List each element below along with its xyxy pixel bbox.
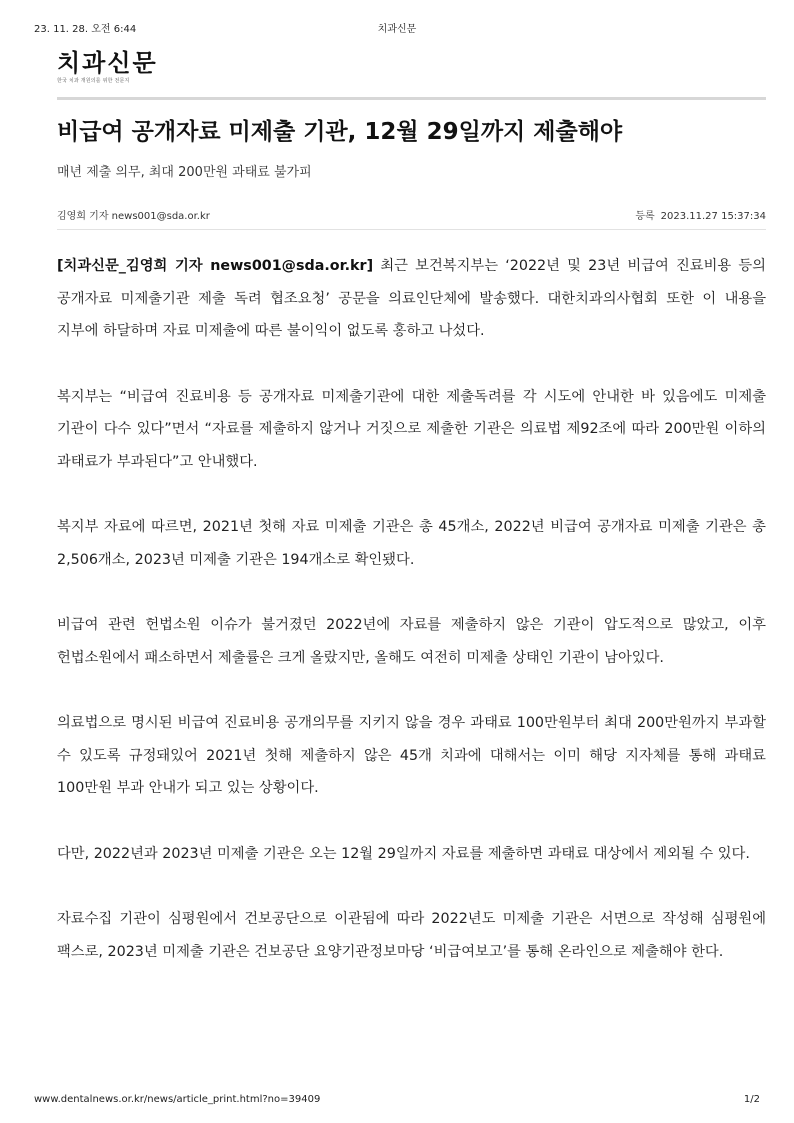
- article-paragraph: 비급여 관련 헌법소원 이슈가 불거졌던 2022년에 자료를 제출하지 않은 기관이 압도적으로 많았고, 이후 헌법소원에서 패소하면서 제출률은 크게 올랐지만, 올해도 여전히 미제출 상태인 기관이 남아있다.: [57, 617, 766, 666]
- print-url[interactable]: www.dentalnews.or.kr/news/article_print.html?no=39409: [34, 1094, 321, 1105]
- article-registered: [629, 207, 766, 222]
- logo-tagline: 한국 치과 개원의를 위한 전문지: [57, 78, 130, 84]
- print-footer: [34, 1094, 760, 1108]
- registered-date: 2023.11.27 15:37:34: [660, 211, 766, 222]
- article-paragraph: [57, 250, 766, 348]
- meta-divider: [57, 229, 766, 230]
- article-byline: 김영희 기자 news001@sda.or.kr: [57, 211, 210, 222]
- newspaper-logo[interactable]: [57, 50, 158, 84]
- article-body: [57, 250, 766, 1001]
- article-meta: [57, 207, 766, 221]
- header-divider: [57, 97, 766, 100]
- article-paragraph: 복지부 자료에 따르면, 2021년 첫해 자료 미제출 기관은 총 45개소, 2022년 비급여 공개자료 미제출 기관은 총 2,506개소, 2023년 미제출 기관은 194개소로 확인됐다.: [57, 519, 766, 568]
- article-paragraph: 다만, 2022년과 2023년 미제출 기관은 오는 12월 29일까지 자료를 제출하면 과태료 대상에서 제외될 수 있다.: [57, 845, 750, 862]
- paragraph-text: 최근 보건복지부는 ‘2022년 및 23년 비급여 진료비용 등의 공개자료 미제출기관 제출 독려 협조요청’ 공문을 의료인단체에 발송했다. 대한치과의사협회 또한 이 내용을 지부에 하달하며 자료 미제출에 따른 불이익이 없도록 홍하고 나섰다.: [57, 258, 766, 339]
- article-paragraph: 의료법으로 명시된 비급여 진료비용 공개의무를 지키지 않을 경우 과태료 100만원부터 최대 200만원까지 부과할 수 있도록 규정돼있어 2021년 첫해 제출하지 않은 45개 치과에 대해서는 이미 해당 지자체를 통해 과태료 100만원 부과 안내가 되고 있는 상황이다.: [57, 715, 766, 796]
- logo-name: 치과신문: [57, 48, 158, 77]
- page-number: 1/2: [743, 1094, 760, 1105]
- article-headline: 비급여 공개자료 미제출 기관, 12월 29일까지 제출해야: [57, 119, 623, 145]
- print-header: [34, 20, 760, 34]
- article-paragraph: 복지부는 “비급여 진료비용 등 공개자료 미제출기관에 대한 제출독려를 각 시도에 안내한 바 있음에도 미제출 기관이 다수 있다”면서 “자료를 제출하지 않거나 거짓으로 제출한 기관은 의료법 제92조에 따라 200만원 이하의 과태료가 부과된다”고 안내했다.: [57, 388, 766, 470]
- article-lead-tag: [치과신문_김영희 기자 news001@sda.or.kr]: [57, 258, 374, 274]
- registered-label: 등록: [635, 211, 655, 222]
- print-date: 23. 11. 28. 오전 6:44: [34, 24, 137, 35]
- article-subheadline: 매년 제출 의무, 최대 200만원 과태료 불가피: [57, 165, 312, 180]
- article-paragraph: 자료수집 기관이 심평원에서 건보공단으로 이관됨에 따라 2022년도 미제출 기관은 서면으로 작성해 심평원에 팩스로, 2023년 미제출 기관은 건보공단 요양기관정보마당 ‘비급여보고’를 통해 온라인으로 제출해야 한다.: [57, 911, 766, 960]
- print-title: 치과신문: [377, 24, 417, 35]
